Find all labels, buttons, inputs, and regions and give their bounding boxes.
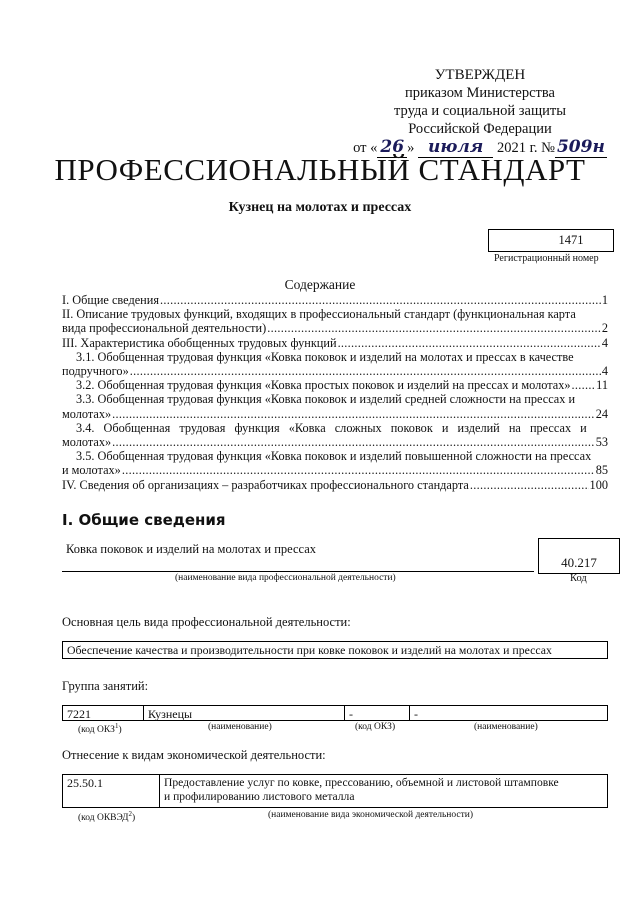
toc-item-page: 100: [589, 477, 608, 492]
toc-item-text: подручного»: [62, 364, 129, 379]
approval-line-4: Российской Федерации: [408, 121, 552, 137]
toc-item-text: 3.5. Обобщенная трудовая функция «Ковка поковок и изделий повышенной сложности на прессах: [76, 449, 592, 464]
group-name-1: [143, 705, 345, 721]
econ-code-box: [62, 774, 160, 808]
toc-item-3-1[interactable]: [62, 350, 608, 378]
econ-caption-name: (наименование вида экономической деятельности): [268, 810, 473, 820]
date-close: »: [407, 140, 415, 156]
toc-item-text: IV. Сведения об организациях – разработчиках профессионального стандарта: [62, 477, 469, 492]
group-caption-code2: (код ОКЗ): [355, 722, 396, 732]
econ-name-line-2: и профилированию листового металла: [164, 790, 355, 803]
toc-item-3-2[interactable]: [62, 378, 608, 392]
goal-text: Обеспечение качества и производительности при ковке поковок и изделий на молотах и прессах: [67, 643, 552, 657]
toc-item-4[interactable]: [62, 478, 608, 492]
toc-item-text: II. Описание трудовых функций, входящих в профессиональный стандарт (функциональная карта: [62, 307, 576, 322]
group-caption-code1: (код ОКЗ$^1$): [78, 722, 122, 736]
approval-line-3: труда и социальной защиты: [394, 103, 566, 119]
toc-item-text: I. Общие сведения: [62, 293, 159, 307]
date-year: 2021 г. №: [496, 140, 555, 156]
toc-item-text: 3.2. Обобщенная трудовая функция «Ковка простых поковок и изделий на прессах и молотах»: [76, 378, 571, 393]
toc-item-text: молотах»: [62, 435, 112, 450]
toc-item-text: вида профессиональной деятельности): [62, 321, 267, 336]
group-code-value: -: [349, 707, 353, 721]
toc-item-text: 3.1. Обобщенная трудовая функция «Ковка поковок и изделий на молотах и прессах в качестве: [76, 349, 574, 364]
group-code-2: [344, 705, 410, 721]
econ-caption-code: (код ОКВЭД$^2$): [78, 810, 136, 824]
toc-item-page: 2: [601, 321, 608, 336]
activity-underline: [62, 571, 534, 572]
group-name-2: [409, 705, 608, 721]
activity-caption: (наименование вида профессиональной деятельности): [175, 573, 396, 583]
toc-item-text: молотах»: [62, 406, 112, 421]
toc-item-page: 4: [601, 364, 608, 379]
order-number: 509н: [556, 137, 605, 157]
group-caption-name1: (наименование): [208, 722, 272, 732]
toc-item-page: 85: [595, 463, 608, 478]
toc-heading: Содержание: [284, 277, 356, 292]
activity-name: Ковка поковок и изделий на молотах и прессах: [66, 542, 317, 556]
registration-number: 1471: [558, 233, 584, 247]
econ-name-box: [159, 774, 608, 808]
group-caption-name2: (наименование): [474, 722, 538, 732]
registration-number-box: [488, 229, 614, 252]
document-subtitle: Кузнец на молотах и прессах: [228, 200, 412, 215]
goal-label: Основная цель вида профессиональной деятельности:: [62, 615, 351, 629]
activity-code-caption: Код: [570, 573, 587, 584]
toc-item-3-3[interactable]: [62, 392, 608, 420]
toc-item-3-5[interactable]: [62, 449, 608, 477]
activity-code-box: [538, 538, 620, 574]
registration-label: Регистрационный номер: [494, 253, 599, 264]
group-code-1: [62, 705, 144, 721]
toc-item-page: 11: [596, 378, 608, 393]
econ-code: 25.50.1: [67, 776, 103, 790]
econ-name-line-1: Предоставление услуг по ковке, прессованию, объемной и листовой штамповке: [164, 776, 559, 789]
group-code-value: 7221: [67, 707, 91, 721]
group-label: Группа занятий:: [62, 679, 149, 693]
toc-item-page: 24: [595, 406, 608, 421]
toc-item-page: 4: [601, 335, 608, 350]
toc-item-text: 3.4. Обобщенная трудовая функция «Ковка сложных поковок и изделий на прессах и: [76, 420, 587, 435]
toc-item-page: 1: [601, 293, 608, 307]
toc-item-1[interactable]: [62, 293, 608, 307]
activity-code: 40.217: [561, 555, 597, 570]
document-title: ПРОФЕССИОНАЛЬНЫЙ СТАНДАРТ: [54, 152, 586, 187]
toc-item-3[interactable]: [62, 336, 608, 350]
table-of-contents: [62, 293, 608, 492]
goal-text-box: [62, 641, 608, 659]
approval-title: УТВЕРЖДЕН: [434, 67, 526, 83]
toc-item-text: и молотах»: [62, 463, 121, 478]
date-prefix: от «: [353, 140, 378, 156]
toc-item-3-4[interactable]: [62, 421, 608, 449]
toc-item-page: 53: [595, 435, 608, 450]
group-name-value: Кузнецы: [148, 707, 193, 721]
date-day: 26: [377, 137, 407, 158]
approval-line-2: приказом Министерства: [405, 85, 555, 101]
toc-item-text: III. Характеристика обобщенных трудовых функций: [62, 335, 337, 350]
toc-item-2[interactable]: [62, 307, 608, 335]
econ-label: Отнесение к видам экономической деятельности:: [62, 748, 326, 762]
section-heading: I. Общие сведения: [62, 511, 226, 529]
date-month: июля: [418, 137, 493, 158]
toc-item-text: 3.3. Обобщенная трудовая функция «Ковка поковок и изделий средней сложности на прессах и: [76, 392, 576, 407]
approval-block: [330, 66, 630, 157]
group-name-value: -: [414, 707, 418, 721]
